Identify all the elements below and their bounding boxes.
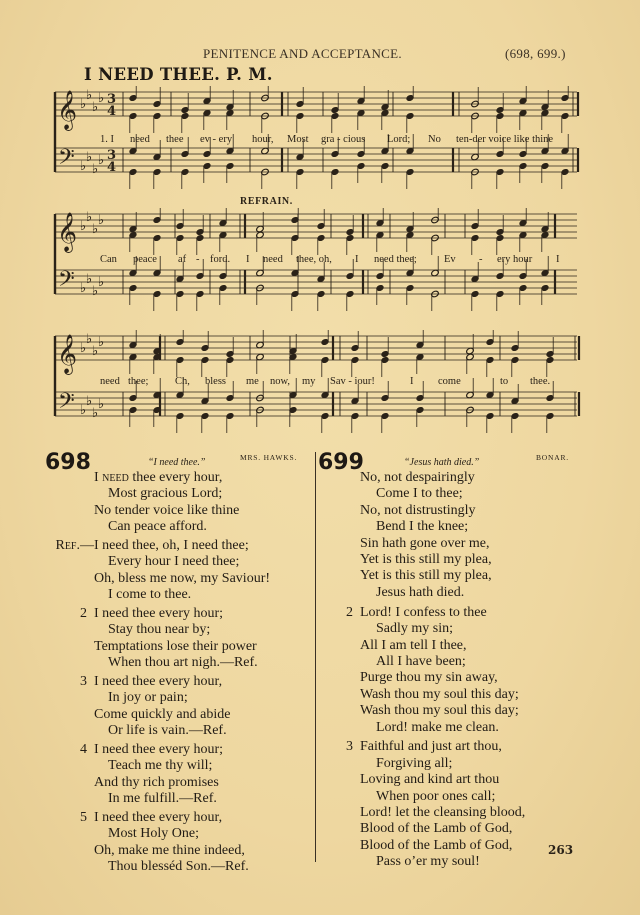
svg-text:♭: ♭ [98,275,105,290]
verse-line [376,854,480,870]
verse-text: Sin hath gone over me, [360,535,490,551]
svg-text:♭: ♭ [80,219,87,234]
verse-text: Lord! I confess to thee [360,604,487,620]
verse-text: Stay thou near by; [108,622,211,638]
lyric-syllable: ten-der voice like thine [456,134,554,145]
verse-line [108,723,227,739]
lyric-syllable: - [479,254,483,265]
verse-text: Or life is vain.—Ref. [108,723,227,739]
hymn-number: 699 [318,450,364,475]
lyric-syllable: Can [100,254,117,265]
verse-line [360,536,489,552]
svg-text:♭: ♭ [92,100,99,115]
lyric-line [45,376,585,390]
lyric-syllable: my [302,376,316,387]
lyric-syllable: Sav - iour! [330,376,375,387]
verse-line [360,821,512,837]
verse-text: Bend I the knee; [376,519,469,535]
lyric-syllable: thee. [530,376,551,387]
verse-text: Most gracious Lord; [108,486,223,502]
tune-title: I NEED THEE. P. M. [84,65,273,84]
lyric-syllable: need thee; [374,254,417,265]
verse-line [94,707,230,723]
lyric-syllable: thee, oh, [296,254,332,265]
verse-text: In me fulfill.—Ref. [108,791,217,807]
lyric-syllable: I [355,254,359,265]
svg-text:♭: ♭ [80,403,87,418]
verse-text: Oh, bless me now, my Saviour! [94,570,271,586]
verse-text: I need thee every hour; [94,606,224,621]
verse-text: I need thee every hour, [94,470,223,485]
svg-text:♭: ♭ [86,88,93,103]
verse-text: Most Holy One; [108,826,199,842]
verse-line [94,470,222,486]
verse-line [376,789,495,805]
svg-text:♭: ♭ [98,91,105,106]
verse-text: Thou blesséd Son.—Ref. [108,859,249,875]
verse-text: Teach me thy will; [108,758,213,774]
verse-text: Faithful and just art thou, [360,739,502,755]
svg-text:♭: ♭ [86,394,93,409]
running-head [0,46,640,66]
verse-line [94,503,239,519]
svg-text:𝄢: 𝄢 [58,267,75,297]
verse-line [80,810,223,826]
verse-line [108,622,210,638]
verse-line [360,568,492,584]
verse-text: Oh, make me thine indeed, [94,842,245,858]
svg-text:𝄞: 𝄞 [57,212,78,252]
verse-line [346,604,487,621]
refrain-marker: Ref.— [55,538,94,553]
verse-text: Pass o’er my soul! [376,854,480,870]
lyric-syllable: ery hour [497,254,533,265]
svg-text:♭: ♭ [80,97,87,112]
hymn-number: 698 [45,450,91,475]
lyric-syllable: thee [166,134,184,145]
verse-line [108,519,207,535]
verse-text: Can peace afford. [108,519,207,535]
lyric-syllable: Most [287,134,309,145]
verse-line [376,486,463,502]
svg-text:4: 4 [107,160,117,175]
verse-line [80,742,224,758]
svg-text:♭: ♭ [98,335,105,350]
lyric-syllable: No [428,134,441,145]
verse-text: All I am tell I thee, [360,637,467,653]
stanza-number: 4 [80,742,87,757]
lyric-syllable: I [246,254,250,265]
lyric-syllable: peace [133,254,157,265]
lyric-syllable: ev - ery [200,134,233,145]
column-divider [315,452,316,862]
verse-text: No, not despairingly [360,470,475,485]
verse-line [376,519,468,535]
lyric-syllable: I [410,376,414,387]
lyric-syllable: to [500,376,509,387]
verse-text: I need thee every hour; [94,742,224,757]
verse-text: Come I to thee; [376,486,463,502]
verse-text: Temptations lose their power [94,638,257,654]
lyric-syllable: 1. I [100,134,114,145]
svg-text:3: 3 [107,148,117,163]
stanza-number: 2 [346,604,353,620]
verse-text: And thy rich promises [94,774,219,790]
verse-text: Lord! let the cleansing blood, [360,805,526,820]
music-system-2 [45,208,585,314]
hymn-subtitle: “Jesus hath died.” [404,457,480,468]
verse-text: Lord! make me clean. [376,719,499,735]
verse-line [94,775,219,791]
svg-text:𝄞: 𝄞 [57,334,78,374]
verse-text: In joy or pain; [108,690,188,706]
svg-text:♭: ♭ [86,332,93,347]
svg-text:𝄢: 𝄢 [58,145,75,175]
verse-text: Forgiving all; [376,755,453,771]
verse-line [108,690,188,706]
lyric-syllable: gra - cious [321,134,366,145]
svg-text:♭: ♭ [92,406,99,421]
svg-text:♭: ♭ [98,397,105,412]
verse-line [108,554,239,570]
hymn-author: MRS. HAWKS. [240,453,298,462]
verse-text: Sadly my sin; [376,621,454,637]
verse-line [360,687,519,703]
svg-text:♭: ♭ [92,162,99,177]
verse-text: Jesus hath died. [376,584,465,600]
lyric-syllable: Ch, [175,376,190,387]
page-number: 263 [548,843,574,857]
verse-line [360,470,475,486]
verse-line [360,805,525,821]
verse-line [360,838,512,854]
verse-text: I come to thee. [108,587,192,603]
lyric-syllable: I [556,254,560,265]
lyric-syllable: need [130,134,150,145]
music-system-1 [45,86,585,194]
hymn-author: BONAR. [536,453,569,462]
verse-text: Every hour I need thee; [108,554,240,570]
verse-line [55,538,249,554]
lyric-syllable: me [246,376,259,387]
verse-line [108,486,222,502]
svg-text:♭: ♭ [92,222,99,237]
verse-line [94,571,270,587]
svg-text:♭: ♭ [92,344,99,359]
stanza-number: 5 [80,810,87,825]
verse-line [108,859,249,875]
hymn-subtitle: “I need thee.” [148,457,206,468]
svg-text:♭: ♭ [92,284,99,299]
verse-line [360,503,476,519]
verse-text: I need thee every hour, [94,674,223,689]
lyric-syllable: thee; [128,376,149,387]
verse-line [360,638,467,654]
verse-text: When thou art nigh.—Ref. [108,655,258,671]
verse-line [108,655,258,671]
verse-line [94,639,257,655]
svg-text:𝄢: 𝄢 [58,389,75,419]
lyric-syllable: - [196,254,200,265]
stanza-number: 3 [80,674,87,689]
svg-text:♭: ♭ [80,341,87,356]
svg-text:♭: ♭ [86,210,93,225]
refrain-label: REFRAIN. [240,196,293,207]
verse-text: Yet is this still my plea, [360,552,492,567]
verse-text: Come quickly and abide [94,706,231,722]
svg-text:4: 4 [107,104,117,119]
verse-line [108,758,212,774]
verse-line [108,587,191,603]
lyric-syllable: come [438,376,461,387]
verse-line [376,720,499,736]
verse-line [376,654,466,670]
stanza-number: 3 [346,739,353,755]
verse-line [360,552,492,568]
verse-line [108,826,199,842]
verse-text: Yet is this still my plea, [360,568,492,584]
verse-text: I need thee every hour, [94,810,223,825]
lyric-syllable: af [178,254,187,265]
lyric-syllable: Lord; [387,134,411,145]
lyric-line [45,134,585,148]
lyric-syllable: now, [270,376,291,387]
verse-line [360,670,498,686]
verse-line [80,606,224,622]
svg-text:♭: ♭ [98,153,105,168]
verse-line [94,843,245,859]
verse-line [108,791,217,807]
verse-text: Purge thou my sin away, [360,670,498,686]
section-title: PENITENCE AND ACCEPTANCE. [203,46,402,61]
verse-line [376,621,453,637]
verse-text: Blood of the Lamb of God, [360,837,513,853]
svg-text:♭: ♭ [86,150,93,165]
svg-text:♭: ♭ [80,281,87,296]
verse-line [376,585,464,601]
hymn-number-range: (698, 699.) [505,46,566,61]
svg-text:𝄞: 𝄞 [57,90,78,130]
verse-line [346,739,502,755]
music-system-3 [45,330,585,438]
verse-text: When poor ones call; [376,788,496,804]
verse-line [376,756,452,772]
lyric-syllable: bless [205,376,226,387]
verse-line [80,674,223,690]
verse-text: I need thee, oh, I need thee; [94,538,249,553]
lyric-syllable: need [263,254,283,265]
svg-text:♭: ♭ [86,272,93,287]
verse-text: Wash thou my soul this day; [360,703,519,719]
lyric-syllable: need [100,376,120,387]
lyric-syllable: hour, [252,134,274,145]
stanza-number: 2 [80,606,87,621]
lyric-syllable: Ev [444,254,456,265]
lyric-syllable: ford. [210,254,231,265]
svg-text:♭: ♭ [98,213,105,228]
lyric-line [45,254,585,268]
svg-text:3: 3 [107,92,117,107]
verse-text: All I have been; [376,653,466,669]
verse-line [360,772,499,788]
verse-line [360,703,519,719]
verse-text: Wash thou my soul this day; [360,686,519,702]
verse-text: Loving and kind art thou [360,772,500,788]
verse-text: No, not distrustingly [360,502,476,518]
verse-text: No tender voice like thine [94,502,240,518]
svg-text:♭: ♭ [80,159,87,174]
verse-text: Blood of the Lamb of God, [360,821,513,837]
